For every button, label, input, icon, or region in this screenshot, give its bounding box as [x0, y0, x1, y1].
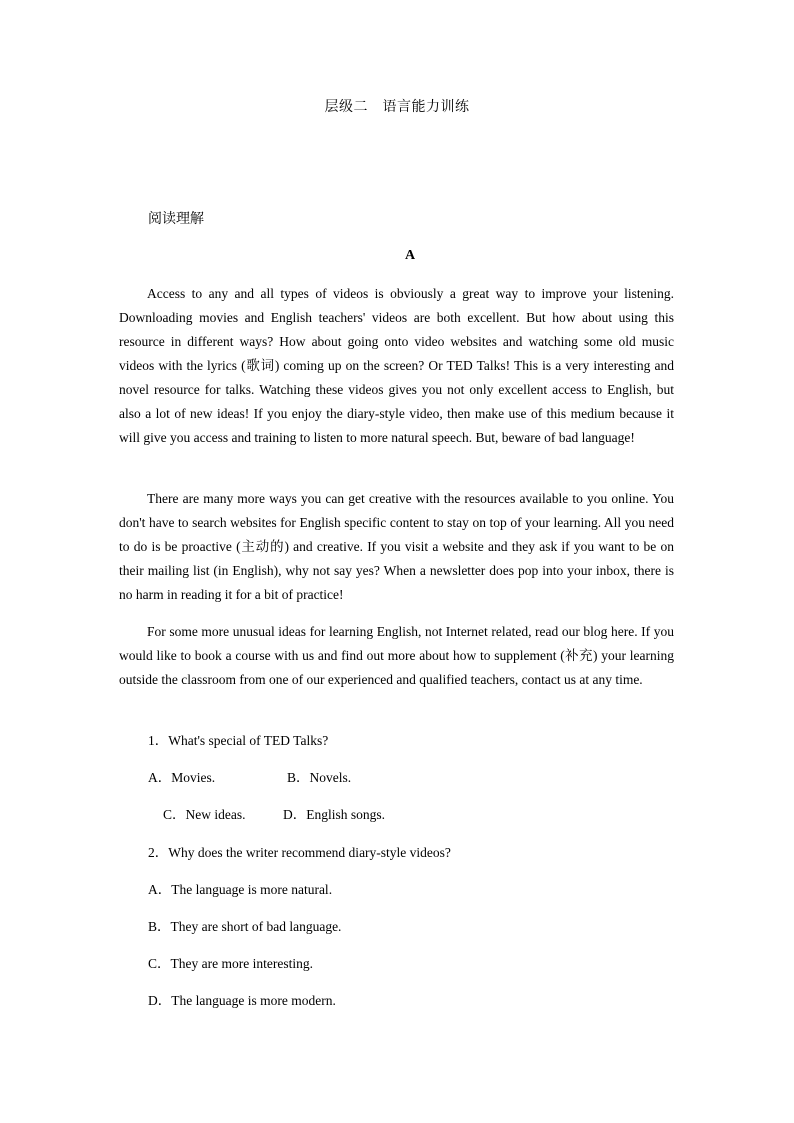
passage-paragraph-3: For some more unusual ideas for learning English, not Internet related, read our blog here. If you would like to book a course with us and find out more about how to supplement (补充) your learning outside the classroom from one of our experienced and qualified teachers, contact us at any time. [119, 624, 674, 687]
question-1-option-a: A．Movies. [148, 770, 216, 785]
question-2-option-b: B．They are short of bad language. [148, 919, 342, 934]
section-label: 阅读理解 [148, 211, 204, 227]
question-2-option-d: D．The language is more modern. [148, 993, 336, 1008]
passage-paragraph-2: There are many more ways you can get creative with the resources available to you online. You don't have to search websites for English specific content to stay on top of your learning. All you need to do is be proactive (主动的) and creative. If you visit a website and they ask if you want to be on their mailing list (in English), why not say yes? When a newsletter does pop into your inbox, there is no harm in reading it for a bit of practice! [119, 491, 674, 602]
question-1-stem: 1．What's special of TED Talks? [148, 733, 329, 748]
page-title: 层级二 语言能力训练 [324, 99, 470, 115]
passage-paragraph-1: Access to any and all types of videos is obviously a great way to improve your listening. Downloading movies and English teachers' videos are both excellent. But how about using this resource in different ways? How about going onto video websites and watching some old music videos with the lyrics (歌词) coming up on the screen? Or TED Talks! This is a very interesting and novel resource for talks. Watching these videos gives you not only excellent access to English, but also a lot of new ideas! If you enjoy the diary-style video, then make use of this medium because it will give you access and training to listen to more natural speech. But, beware of bad language! [119, 286, 674, 445]
question-2-option-c: C．They are more interesting. [148, 956, 313, 971]
question-2-stem: 2．Why does the writer recommend diary-style videos? [148, 845, 451, 860]
question-1-option-d: D．English songs. [283, 807, 386, 822]
question-1-option-b: B．Novels. [287, 770, 352, 785]
question-1-option-c: C．New ideas. [163, 807, 246, 822]
passage-letter: A [404, 248, 416, 263]
question-2-option-a: A．The language is more natural. [148, 882, 333, 897]
